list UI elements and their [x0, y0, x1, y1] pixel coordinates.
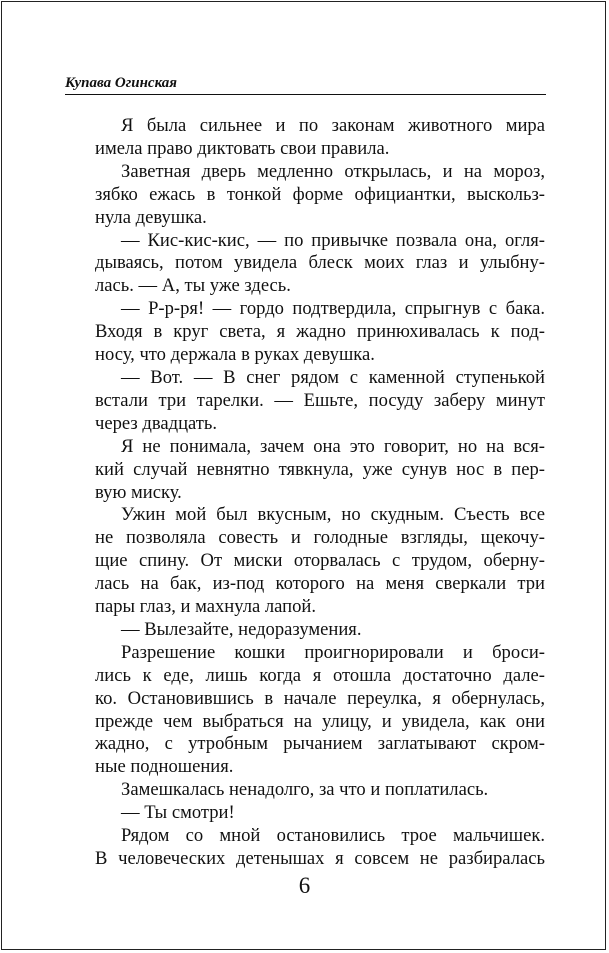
paragraph — [95, 298, 545, 367]
text-line: лась. — А, ты уже здесь. — [95, 275, 291, 297]
text-line: пары глаз, и махнула лапой. — [95, 596, 317, 618]
paragraph — [95, 161, 545, 230]
paragraph — [95, 115, 545, 161]
text-line: — Р-р-ря! — гордо подтвердила, спрыгнув с бака. — [121, 298, 545, 320]
page-number: 6 — [298, 873, 311, 898]
text-line: В человеческих детенышах я совсем не разбиралась — [95, 848, 545, 869]
text-line: не позволяла совесть и голодные взгляды, щекочу- — [95, 527, 545, 549]
text-line: — Кис-кис-кис, — по привычке позвала она, огля- — [121, 229, 545, 251]
text-line: Заветная дверь медленно открылась, и на мороз, — [121, 160, 545, 182]
text-line: зябко ежась в тонкой форме официантки, выскольз- — [95, 183, 545, 205]
text-line: ко. Остановившись в начале переулка, я обернулась, — [95, 687, 545, 709]
text-line: ные подношения. — [95, 756, 234, 778]
paragraph — [95, 619, 545, 642]
paragraph — [95, 367, 545, 436]
text-line: через двадцать. — [95, 412, 218, 434]
text-line: — Вылезайте, недоразумения. — [121, 618, 362, 640]
text-line: щие спину. От миски оторвалась с трудом, оберну- — [95, 550, 545, 572]
text-line: Входя в круг света, я жадно принюхивалась к под- — [95, 321, 545, 343]
text-line: Ужин мой был вкусным, но скудным. Съесть все — [121, 504, 545, 526]
text-line: — Ты смотри! — [121, 802, 235, 824]
paragraph — [95, 230, 545, 299]
text-line: Разрешение кошки проигнорировали и броси- — [121, 641, 545, 663]
text-line: нула девушка. — [95, 206, 207, 228]
text-line: прежде чем выбраться на улицу, и увидела, как они — [95, 710, 545, 732]
paragraph — [95, 825, 545, 871]
text-line: имела право диктовать свои правила. — [95, 137, 390, 159]
text-line: лась на бак, из-под которого на меня сверкали три — [95, 573, 545, 595]
text-line: дываясь, потом увидела блеск моих глаз и улыбну- — [95, 252, 545, 274]
text-line: Замешкалась ненадолго, за что и поплатилась. — [121, 779, 489, 801]
paragraph — [95, 779, 545, 802]
text-line: жадно, с утробным рычанием заглатывают скром- — [95, 733, 545, 755]
text-line: Рядом со мной остановились трое мальчишек. — [121, 825, 545, 847]
paragraph — [95, 504, 545, 619]
text-line: Я была сильнее и по законам животного мира — [121, 115, 545, 136]
text-line: вую миску. — [95, 481, 182, 503]
running-head: Купава Огинская — [65, 75, 178, 91]
text-line: Я не понимала, зачем она это говорит, но на вся- — [121, 435, 545, 457]
text-line: — Вот. — В снег рядом с каменной ступенькой — [121, 366, 545, 388]
header-rule — [65, 94, 546, 95]
body-text — [95, 115, 545, 871]
text-line: носу, что держала в руках девушка. — [95, 344, 375, 366]
text-line: лись к еде, лишь когда я отошла достаточно дале- — [95, 664, 545, 686]
paragraph — [95, 802, 545, 825]
text-line: кий случай невнятно тявкнула, уже сунув нос в пер- — [95, 458, 545, 480]
text-line: встали три тарелки. — Ешьте, посуду заберу минут — [95, 389, 545, 411]
paragraph — [95, 642, 545, 779]
paragraph — [95, 436, 545, 505]
